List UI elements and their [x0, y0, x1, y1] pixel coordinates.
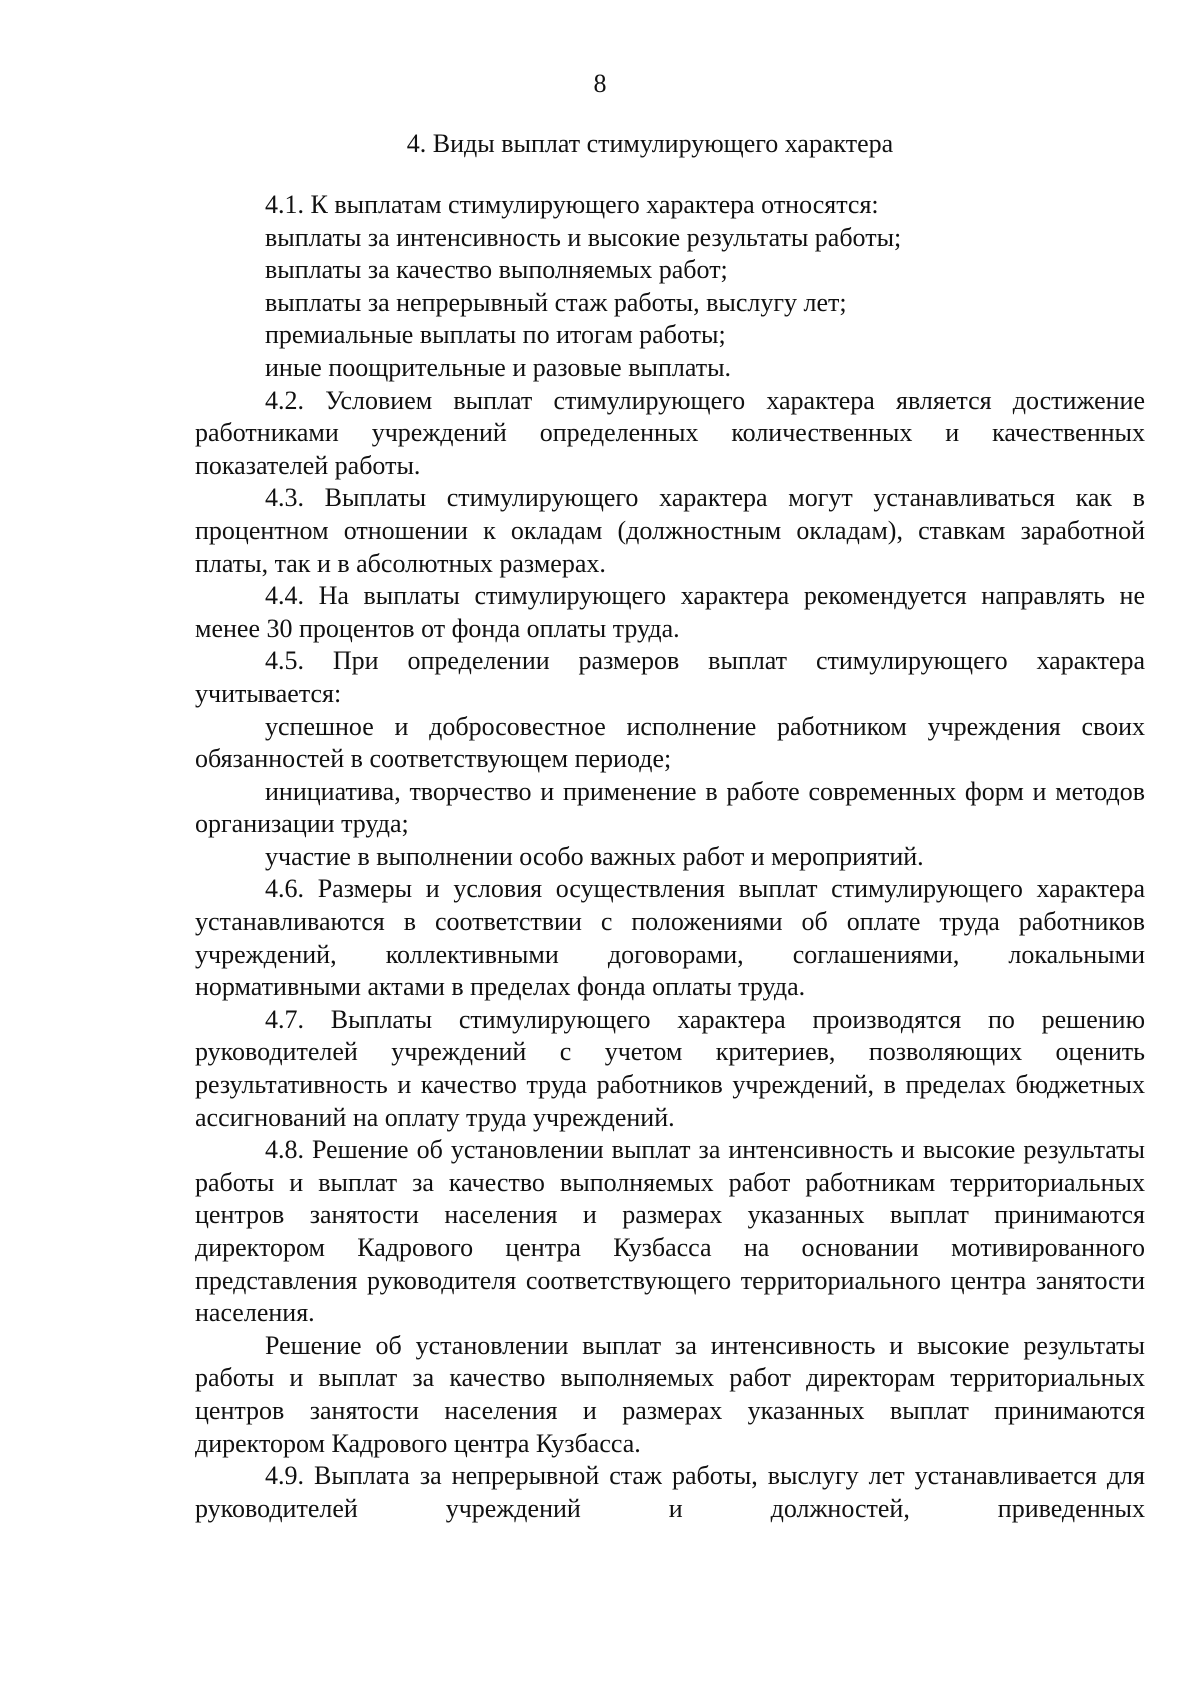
paragraph-4-7: 4.7. Выплаты стимулирующего характера производятся по решению руководителей учреждений с учетом критериев, позволяющих оценить результативность и качество труда работников учреждений, в пределах бюджетных ассигнований на оплату труда учреждений.	[195, 1004, 1145, 1132]
list-item: участие в выполнении особо важных работ и мероприятий.	[265, 841, 924, 871]
paragraph-4-3: 4.3. Выплаты стимулирующего характера могут устанавливаться как в процентном отношении к окладам (должностным окладам), ставкам заработной платы, так и в абсолютных размерах.	[195, 483, 1145, 578]
list-item: иные поощрительные и разовые выплаты.	[265, 352, 732, 382]
paragraph-4-8-continued: Решение об установлении выплат за интенсивность и высокие результаты работы и выплат за качество выполняемых работ директорам территориальных центров занятости населения и размерах указанных выплат принимаются директором Кадрового центра Кузбасса.	[195, 1330, 1145, 1458]
list-item: выплаты за качество выполняемых работ;	[265, 255, 728, 285]
paragraph-4-8: 4.8. Решение об установлении выплат за интенсивность и высокие результаты работы и выплат за качество выполняемых работ работникам территориальных центров занятости населения и размерах указанных выплат принимаются директором Кадрового центра Кузбасса на основании мотивированного представления руководителя соответствующего территориального центра занятости населения.	[195, 1135, 1145, 1328]
paragraph-4-4: 4.4. На выплаты стимулирующего характера рекомендуется направлять не менее 30 процентов от фонда оплаты труда.	[195, 581, 1145, 643]
list-item: инициатива, творчество и применение в работе современных форм и методов организации труда;	[195, 776, 1145, 839]
section-title: 4. Виды выплат стимулирующего характера	[406, 129, 894, 158]
list-item: успешное и добросовестное исполнение работником учреждения своих обязанностей в соответствующем периоде;	[195, 711, 1145, 774]
list-item: премиальные выплаты по итогам работы;	[265, 320, 726, 350]
list-item: выплаты за интенсивность и высокие результаты работы;	[265, 222, 902, 252]
page-number: 8	[593, 69, 607, 98]
paragraph-4-1-intro: 4.1. К выплатам стимулирующего характера относятся:	[265, 190, 879, 219]
paragraph-4-2: 4.2. Условием выплат стимулирующего характера является достижение работниками учреждений определенных количественных и качественных показателей работы.	[195, 385, 1145, 480]
list-item: выплаты за непрерывный стаж работы, выслугу лет;	[265, 287, 847, 317]
paragraph-4-6: 4.6. Размеры и условия осуществления выплат стимулирующего характера устанавливаются в соответствии с положениями об оплате труда работников учреждений, коллективными договорами, соглашениями, локальными нормативными актами в пределах фонда оплаты труда.	[195, 874, 1145, 1002]
paragraph-4-5: 4.5. При определении размеров выплат стимулирующего характера учитывается:	[195, 646, 1145, 708]
paragraph-4-9: 4.9. Выплата за непрерывной стаж работы, выслугу лет устанавливается для руководителей учреждений и должностей, приведенных	[195, 1461, 1145, 1523]
document-body	[195, 189, 1145, 1525]
